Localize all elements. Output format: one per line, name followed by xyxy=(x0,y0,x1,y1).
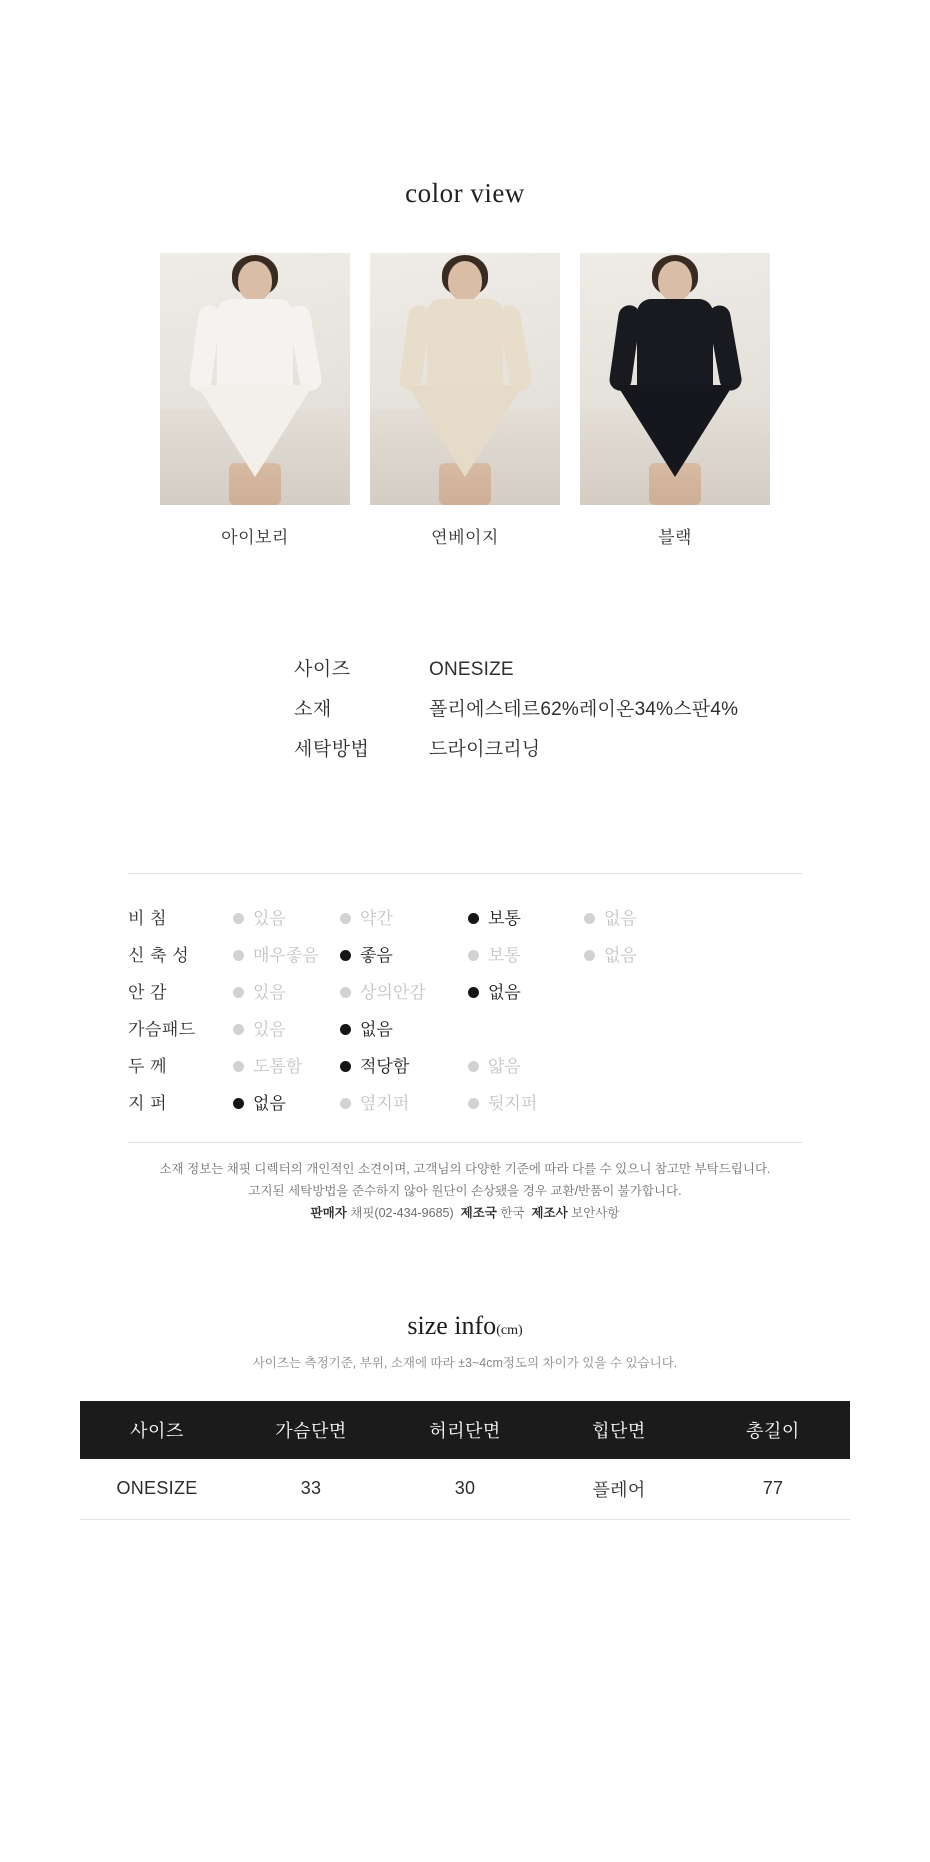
attribute-label: 비 침 xyxy=(128,909,168,928)
attribute-option[interactable]: 있음 xyxy=(233,909,286,928)
origin-label: 제조국 xyxy=(460,1205,497,1220)
color-swatch-label: 연베이지 xyxy=(431,528,499,547)
attribute-label: 안 감 xyxy=(128,983,168,1002)
note-line-3 xyxy=(128,1203,802,1225)
size-table-header-cell: 힙단면 xyxy=(542,1401,696,1459)
attribute-row-sheerness xyxy=(128,898,802,935)
table-row xyxy=(80,1459,850,1520)
divider-bottom xyxy=(128,1142,802,1143)
size-table-header-cell: 총길이 xyxy=(696,1401,850,1459)
attribute-option[interactable]: 보통 xyxy=(468,946,521,965)
color-swatch-ivory[interactable] xyxy=(160,253,350,548)
size-table xyxy=(80,1401,850,1520)
attribute-option-selected[interactable]: 보통 xyxy=(468,909,521,928)
spec-key: 세탁방법 xyxy=(294,739,370,760)
size-table-header-cell: 사이즈 xyxy=(80,1401,234,1459)
color-swatch-beige[interactable] xyxy=(370,253,560,548)
size-table-cell: 77 xyxy=(696,1459,850,1520)
attribute-label: 신 축 성 xyxy=(128,946,190,965)
attribute-section xyxy=(0,873,930,1225)
material-notes xyxy=(128,1159,802,1225)
color-swatch-image-ivory xyxy=(160,253,350,505)
attribute-option[interactable]: 도톰함 xyxy=(233,1057,302,1076)
spec-value: ONESIZE xyxy=(429,659,514,680)
size-info-unit: (cm) xyxy=(496,1322,523,1338)
attribute-option-selected[interactable]: 없음 xyxy=(340,1020,393,1039)
spec-value: 폴리에스테르62%레이온34%스판4% xyxy=(429,699,739,720)
maker-label: 제조사 xyxy=(531,1205,568,1220)
radio-dot-icon xyxy=(340,1098,351,1109)
radio-dot-icon xyxy=(468,950,479,961)
attribute-row-zipper xyxy=(128,1083,802,1120)
attribute-label: 가슴패드 xyxy=(128,1020,196,1039)
attribute-option[interactable]: 약간 xyxy=(340,909,393,928)
radio-dot-icon xyxy=(340,1024,351,1035)
note-line-1: 소재 정보는 채핏 디렉터의 개인적인 소견이며, 고객님의 다양한 기준에 따라 다를 수 있으니 참고만 부탁드립니다. xyxy=(159,1162,771,1176)
radio-dot-icon xyxy=(584,950,595,961)
product-spec-list xyxy=(0,654,930,761)
radio-dot-icon xyxy=(233,987,244,998)
attribute-table xyxy=(128,898,802,1120)
size-info-title xyxy=(0,1311,930,1341)
attribute-option[interactable]: 있음 xyxy=(233,1020,286,1039)
attribute-label: 지 퍼 xyxy=(128,1094,168,1113)
size-info-subtitle: 사이즈는 측정기준, 부위, 소재에 따라 ±3~4cm정도의 차이가 있을 수 있습니다. xyxy=(252,1355,678,1370)
color-swatch-row xyxy=(0,253,930,548)
radio-dot-icon xyxy=(340,1061,351,1072)
size-table-cell: ONESIZE xyxy=(80,1459,234,1520)
size-info-title-text: size info xyxy=(407,1310,497,1340)
origin-value: 한국 xyxy=(500,1205,525,1220)
color-swatch-label: 블랙 xyxy=(658,528,692,547)
radio-dot-icon xyxy=(468,987,479,998)
attribute-option-selected[interactable]: 없음 xyxy=(468,983,521,1002)
color-swatch-image-beige xyxy=(370,253,560,505)
radio-dot-icon xyxy=(584,913,595,924)
color-swatch-image-black xyxy=(580,253,770,505)
size-table-header-cell: 허리단면 xyxy=(388,1401,542,1459)
color-swatch-label: 아이보리 xyxy=(221,528,289,547)
radio-dot-icon xyxy=(233,1061,244,1072)
radio-dot-icon xyxy=(233,1024,244,1035)
radio-dot-icon xyxy=(233,913,244,924)
attribute-row-elasticity xyxy=(128,935,802,972)
size-table-cell: 30 xyxy=(388,1459,542,1520)
spec-value: 드라이크리닝 xyxy=(429,739,541,760)
seller-value: 채핏(02-434-9685) xyxy=(350,1205,454,1220)
spec-key: 사이즈 xyxy=(294,659,351,680)
radio-dot-icon xyxy=(233,950,244,961)
spec-row-size xyxy=(294,654,930,681)
size-table-header-cell: 가슴단면 xyxy=(234,1401,388,1459)
attribute-row-lining xyxy=(128,972,802,1009)
size-table-header-row xyxy=(80,1401,850,1459)
radio-dot-icon xyxy=(468,913,479,924)
color-view-title: color view xyxy=(405,178,525,208)
attribute-row-thickness xyxy=(128,1046,802,1083)
size-table-cell: 플레어 xyxy=(542,1459,696,1520)
spec-key: 소재 xyxy=(294,699,332,720)
seller-label: 판매자 xyxy=(310,1205,347,1220)
size-table-wrapper xyxy=(0,1401,930,1520)
radio-dot-icon xyxy=(468,1061,479,1072)
radio-dot-icon xyxy=(340,913,351,924)
spec-row-material xyxy=(294,694,930,721)
maker-value: 보안사항 xyxy=(571,1205,620,1220)
radio-dot-icon xyxy=(468,1098,479,1109)
attribute-option[interactable]: 매우좋음 xyxy=(233,946,319,965)
color-swatch-black[interactable] xyxy=(580,253,770,548)
spec-row-washing xyxy=(294,734,930,761)
attribute-option[interactable]: 옆지퍼 xyxy=(340,1094,409,1113)
attribute-option[interactable]: 없음 xyxy=(584,909,637,928)
attribute-option[interactable]: 상의안감 xyxy=(340,983,426,1002)
attribute-option-selected[interactable]: 없음 xyxy=(233,1094,286,1113)
radio-dot-icon xyxy=(340,987,351,998)
attribute-row-chestpad xyxy=(128,1009,802,1046)
radio-dot-icon xyxy=(340,950,351,961)
attribute-option-selected[interactable]: 적당함 xyxy=(340,1057,409,1076)
radio-dot-icon xyxy=(233,1098,244,1109)
attribute-option[interactable]: 없음 xyxy=(584,946,637,965)
attribute-option[interactable]: 있음 xyxy=(233,983,286,1002)
attribute-option[interactable]: 얇음 xyxy=(468,1057,521,1076)
attribute-label: 두 께 xyxy=(128,1057,168,1076)
note-line-2: 고지된 세탁방법을 준수하지 않아 원단이 손상됐을 경우 교환/반품이 불가합니다. xyxy=(248,1183,682,1198)
size-table-cell: 33 xyxy=(234,1459,388,1520)
attribute-option[interactable]: 뒷지퍼 xyxy=(468,1094,537,1113)
divider-top xyxy=(128,873,802,874)
attribute-option-selected[interactable]: 좋음 xyxy=(340,946,393,965)
